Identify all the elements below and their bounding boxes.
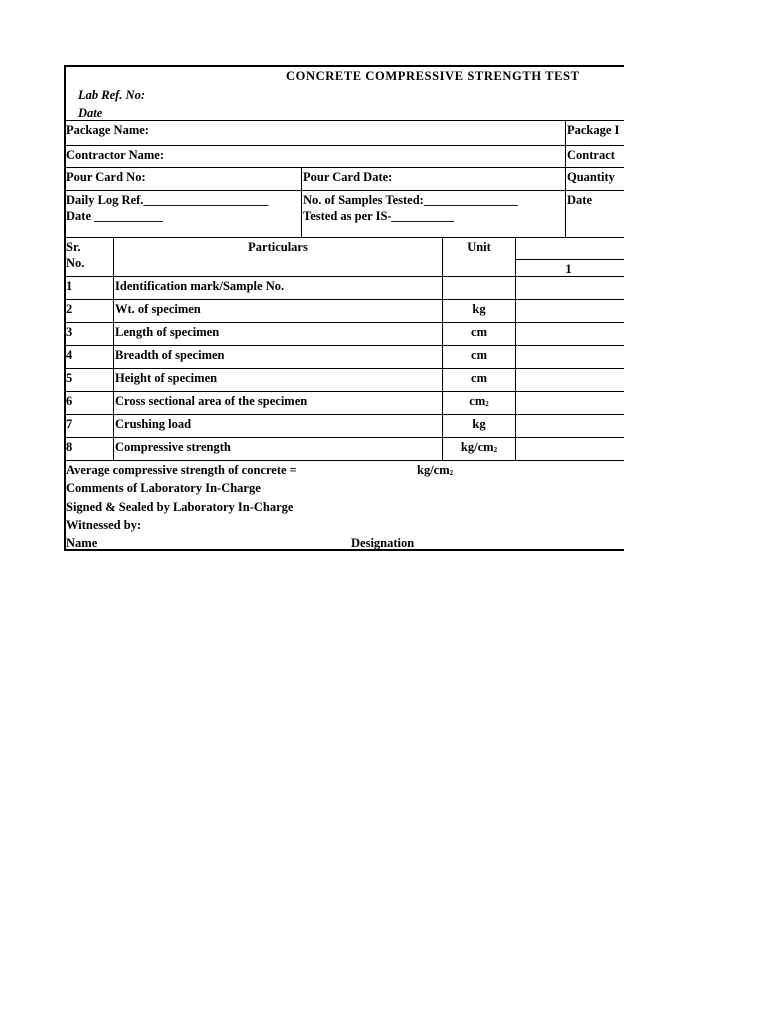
signed-label: Signed & Sealed by Laboratory In-Charge: [66, 500, 294, 514]
row-5-sr: 5: [66, 371, 73, 385]
row-2-unit: kg: [472, 302, 486, 316]
average-strength-unit: $kg/cm_2$: [417, 463, 454, 477]
form-title: CONCRETE COMPRESSIVE STRENGTH TEST: [286, 69, 580, 83]
header-sr: Sr.: [66, 240, 81, 254]
package-name-label: Package Name:: [66, 123, 149, 137]
designation-label: Designation: [351, 536, 415, 550]
tested-as-per-label: Tested as per IS-__________: [303, 209, 455, 223]
row-3-particular: Length of specimen: [115, 325, 220, 339]
row-2-sr: 2: [66, 302, 73, 316]
lab-ref-label: Lab Ref. No:: [78, 88, 145, 102]
row-7-particular: Crushing load: [115, 417, 192, 431]
header-particulars: Particulars: [248, 240, 308, 254]
row-2-particular: Wt. of specimen: [115, 302, 201, 316]
pour-card-no-label: Pour Card No:: [66, 170, 146, 184]
row-4-sr: 4: [66, 348, 73, 362]
row-8-particular: Compressive strength: [115, 440, 231, 454]
daily-log-label: Daily Log Ref.____________________: [66, 193, 269, 207]
row-8-sr: 8: [66, 440, 73, 454]
comments-label: Comments of Laboratory In-Charge: [66, 481, 261, 495]
package-right-label: Package I: [567, 123, 620, 137]
header-unit: Unit: [467, 240, 491, 254]
contractor-name-label: Contractor Name:: [66, 148, 164, 162]
row-3-sr: 3: [66, 325, 73, 339]
row-1-sr: 1: [66, 279, 73, 293]
row-8-unit: $kg/cm_2$: [460, 440, 498, 454]
header-no: No.: [66, 256, 85, 270]
row-3-unit: cm: [471, 325, 487, 339]
test-form: [64, 65, 624, 551]
date-label: Date: [78, 106, 103, 120]
date-right-label: Date: [567, 193, 592, 207]
row-1-particular: Identification mark/Sample No.: [115, 279, 285, 293]
row-6-sr: 6: [66, 394, 73, 408]
name-label: Name: [66, 536, 98, 550]
row-4-particular: Breadth of specimen: [115, 348, 225, 362]
date-blank-label: Date ___________: [66, 209, 163, 223]
row-6-particular: Cross sectional area of the specimen: [115, 394, 308, 408]
average-strength-label: Average compressive strength of concrete =: [66, 463, 297, 477]
row-5-unit: cm: [471, 371, 487, 385]
samples-tested-label: No. of Samples Tested:_______________: [303, 193, 518, 207]
row-7-sr: 7: [66, 417, 73, 431]
row-4-unit: cm: [471, 348, 487, 362]
row-5-particular: Height of specimen: [115, 371, 218, 385]
quantity-label: Quantity: [567, 170, 615, 184]
header-sample-1: 1: [565, 262, 572, 276]
row-6-unit: $cm_2$: [469, 394, 489, 408]
witnessed-label: Witnessed by:: [66, 518, 142, 532]
contractor-right-label: Contract: [567, 148, 615, 162]
row-7-unit: kg: [472, 417, 486, 431]
pour-card-date-label: Pour Card Date:: [303, 170, 393, 184]
